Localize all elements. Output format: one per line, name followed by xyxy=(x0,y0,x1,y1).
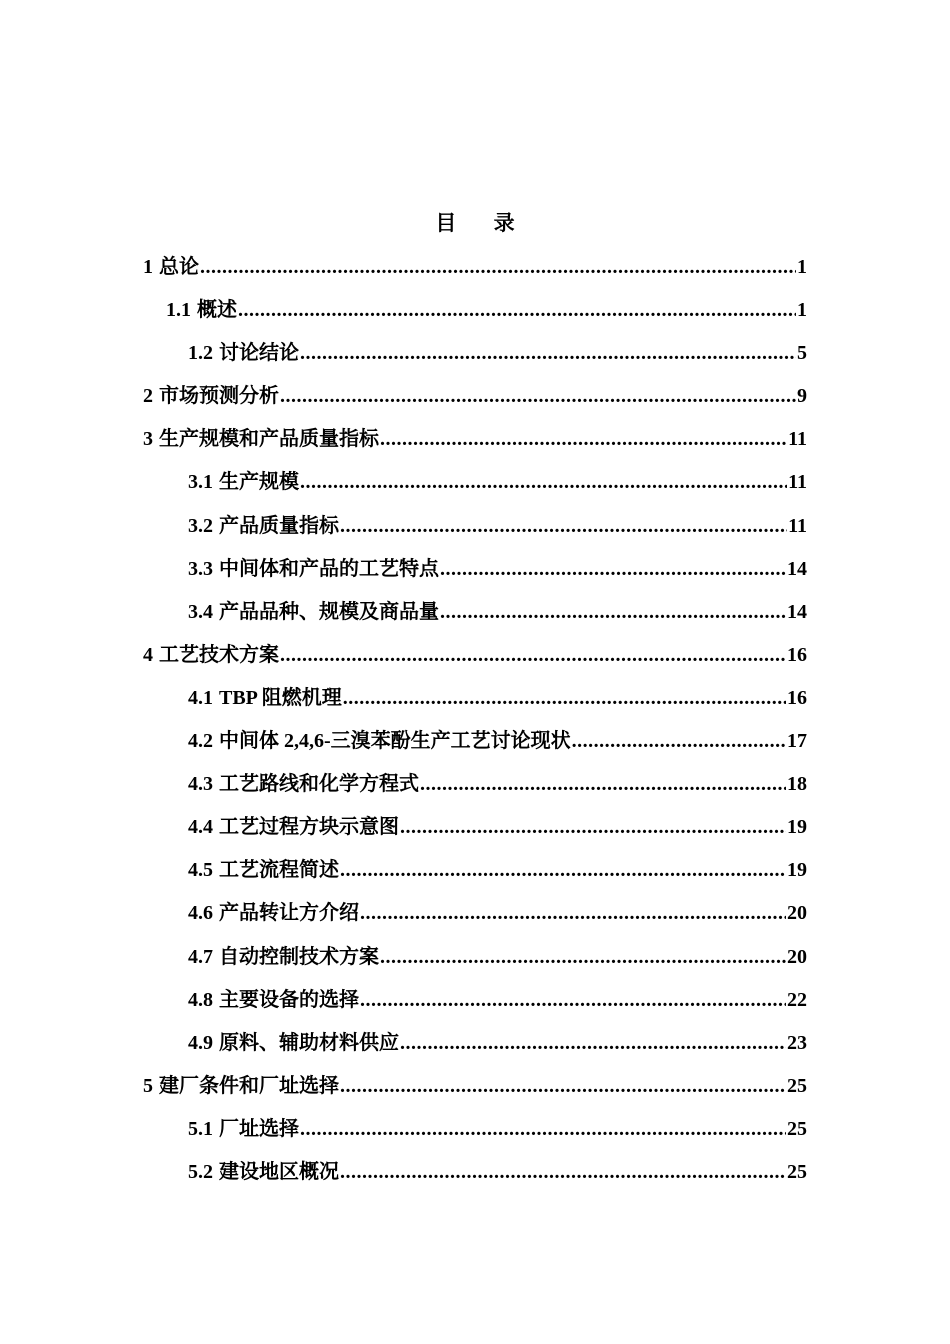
toc-entry-label: 工艺路线和化学方程式 xyxy=(219,773,419,796)
toc-entry-number: 1 xyxy=(143,256,153,278)
toc-entry-number: 4.2 xyxy=(188,730,213,753)
toc-entry-page: 14 xyxy=(787,557,807,580)
toc-entry-label: 中间体 2,4,6-三溴苯酚生产工艺讨论现状 xyxy=(219,730,571,753)
toc-entry-page: 11 xyxy=(788,471,807,494)
toc-entry[interactable] xyxy=(143,769,807,812)
toc-entry-label: TBP 阻燃机理 xyxy=(219,686,342,709)
dot-leader xyxy=(340,1071,786,1101)
toc-entry[interactable] xyxy=(143,381,807,424)
toc-entry-number: 5.1 xyxy=(188,1117,213,1140)
toc-entry-page: 14 xyxy=(787,600,807,623)
toc-entry[interactable] xyxy=(143,338,807,381)
toc-entry-number: 3.1 xyxy=(188,471,213,494)
toc-entry-page: 18 xyxy=(787,773,807,796)
toc-entry-number: 3.3 xyxy=(188,557,213,580)
dot-leader xyxy=(440,554,786,584)
toc-entry[interactable] xyxy=(143,554,807,597)
toc-entry-number: 4.6 xyxy=(188,902,213,925)
toc-entry[interactable] xyxy=(143,252,807,295)
dot-leader xyxy=(440,597,786,627)
toc-entry-label: 原料、辅助材料供应 xyxy=(219,1031,399,1054)
dot-leader xyxy=(200,252,796,282)
dot-leader xyxy=(300,338,796,368)
toc-entry-label: 生产规模 xyxy=(219,471,299,494)
toc-entry-number: 1.2 xyxy=(188,342,213,365)
dot-leader xyxy=(340,511,787,541)
toc-entry-label: 讨论结论 xyxy=(219,342,299,365)
toc-entry[interactable] xyxy=(143,467,807,510)
toc-entry-number: 4 xyxy=(143,643,153,666)
toc-entry-label: 建设地区概况 xyxy=(219,1160,339,1183)
toc-entry-page: 20 xyxy=(787,945,807,968)
toc-entry[interactable] xyxy=(143,1114,807,1157)
toc-entry-page: 1 xyxy=(797,256,807,278)
toc-entry-page: 22 xyxy=(787,988,807,1011)
toc-entry-label: 概述 xyxy=(197,299,237,322)
toc-entry-page: 16 xyxy=(787,686,807,709)
toc-entry-label: 工艺过程方块示意图 xyxy=(219,816,399,839)
toc-entry-label: 主要设备的选择 xyxy=(219,988,359,1011)
toc-entry[interactable] xyxy=(143,855,807,898)
dot-leader xyxy=(380,942,786,972)
dot-leader xyxy=(238,295,796,325)
toc-entry[interactable] xyxy=(143,640,807,683)
toc-entry-number: 4.3 xyxy=(188,773,213,796)
toc-entry-label: 产品质量指标 xyxy=(219,514,339,537)
toc-entry-page: 5 xyxy=(797,342,807,365)
dot-leader xyxy=(380,424,787,454)
toc-entry-page: 19 xyxy=(787,859,807,882)
toc-entry-page: 9 xyxy=(797,385,807,408)
toc-entry-number: 4.7 xyxy=(188,945,213,968)
toc-entry[interactable] xyxy=(143,511,807,554)
toc-entry-number: 4.5 xyxy=(188,859,213,882)
toc-entry[interactable] xyxy=(143,1071,807,1114)
toc-entry-number: 1.1 xyxy=(166,299,191,322)
toc-entry[interactable] xyxy=(143,1157,807,1200)
toc-entry[interactable] xyxy=(143,295,807,338)
dot-leader xyxy=(420,769,786,799)
toc-entry-label: 总论 xyxy=(159,256,199,278)
dot-leader xyxy=(340,855,786,885)
toc-entry-number: 5 xyxy=(143,1074,153,1097)
toc-entry[interactable] xyxy=(143,424,807,467)
toc-entry-label: 生产规模和产品质量指标 xyxy=(159,428,379,451)
dot-leader xyxy=(343,683,786,713)
toc-entry-page: 16 xyxy=(787,643,807,666)
toc-entry-label: 中间体和产品的工艺特点 xyxy=(219,557,439,580)
toc-entry[interactable] xyxy=(143,898,807,941)
toc-entry-label: 自动控制技术方案 xyxy=(219,945,379,968)
toc-entry-number: 3.2 xyxy=(188,514,213,537)
dot-leader xyxy=(400,1028,786,1058)
toc-entry-page: 23 xyxy=(787,1031,807,1054)
toc-entry-page: 25 xyxy=(787,1074,807,1097)
toc-entry-page: 11 xyxy=(788,428,807,451)
toc-entry-number: 4.9 xyxy=(188,1031,213,1054)
toc-entry[interactable] xyxy=(143,942,807,985)
dot-leader xyxy=(340,1157,786,1187)
toc-entry-label: 工艺技术方案 xyxy=(159,643,279,666)
toc-entry-number: 4.1 xyxy=(188,686,213,709)
dot-leader xyxy=(280,640,786,670)
dot-leader xyxy=(300,467,787,497)
toc-entry[interactable] xyxy=(143,597,807,640)
toc-entry-number: 3.4 xyxy=(188,600,213,623)
toc-entry-number: 5.2 xyxy=(188,1160,213,1183)
toc-entry-page: 20 xyxy=(787,902,807,925)
toc-entry[interactable] xyxy=(143,812,807,855)
dot-leader xyxy=(300,1114,786,1144)
toc-entry-label: 厂址选择 xyxy=(219,1117,299,1140)
dot-leader xyxy=(360,898,786,928)
toc-entry-page: 19 xyxy=(787,816,807,839)
dot-leader xyxy=(360,985,786,1015)
toc-entry-label: 市场预测分析 xyxy=(159,385,279,408)
toc-entry-number: 4.8 xyxy=(188,988,213,1011)
toc-entry-number: 3 xyxy=(143,428,153,451)
toc-list xyxy=(143,252,807,1200)
toc-entry[interactable] xyxy=(143,985,807,1028)
toc-entry-page: 1 xyxy=(797,299,807,322)
page-title: 目 录 xyxy=(435,211,531,235)
toc-entry[interactable] xyxy=(143,726,807,769)
toc-entry-label: 产品品种、规模及商品量 xyxy=(219,600,439,623)
toc-entry-page: 11 xyxy=(788,514,807,537)
dot-leader xyxy=(572,726,786,756)
toc-entry-page: 25 xyxy=(787,1160,807,1183)
toc-entry[interactable] xyxy=(143,1028,807,1071)
toc-entry[interactable] xyxy=(143,683,807,726)
toc-entry-label: 产品转让方介绍 xyxy=(219,902,359,925)
toc-entry-page: 25 xyxy=(787,1117,807,1140)
toc-entry-label: 工艺流程简述 xyxy=(219,859,339,882)
dot-leader xyxy=(400,812,786,842)
dot-leader xyxy=(280,381,796,411)
toc-entry-label: 建厂条件和厂址选择 xyxy=(159,1074,339,1097)
toc-entry-page: 17 xyxy=(787,730,807,753)
toc-entry-number: 2 xyxy=(143,385,153,408)
toc-entry-number: 4.4 xyxy=(188,816,213,839)
